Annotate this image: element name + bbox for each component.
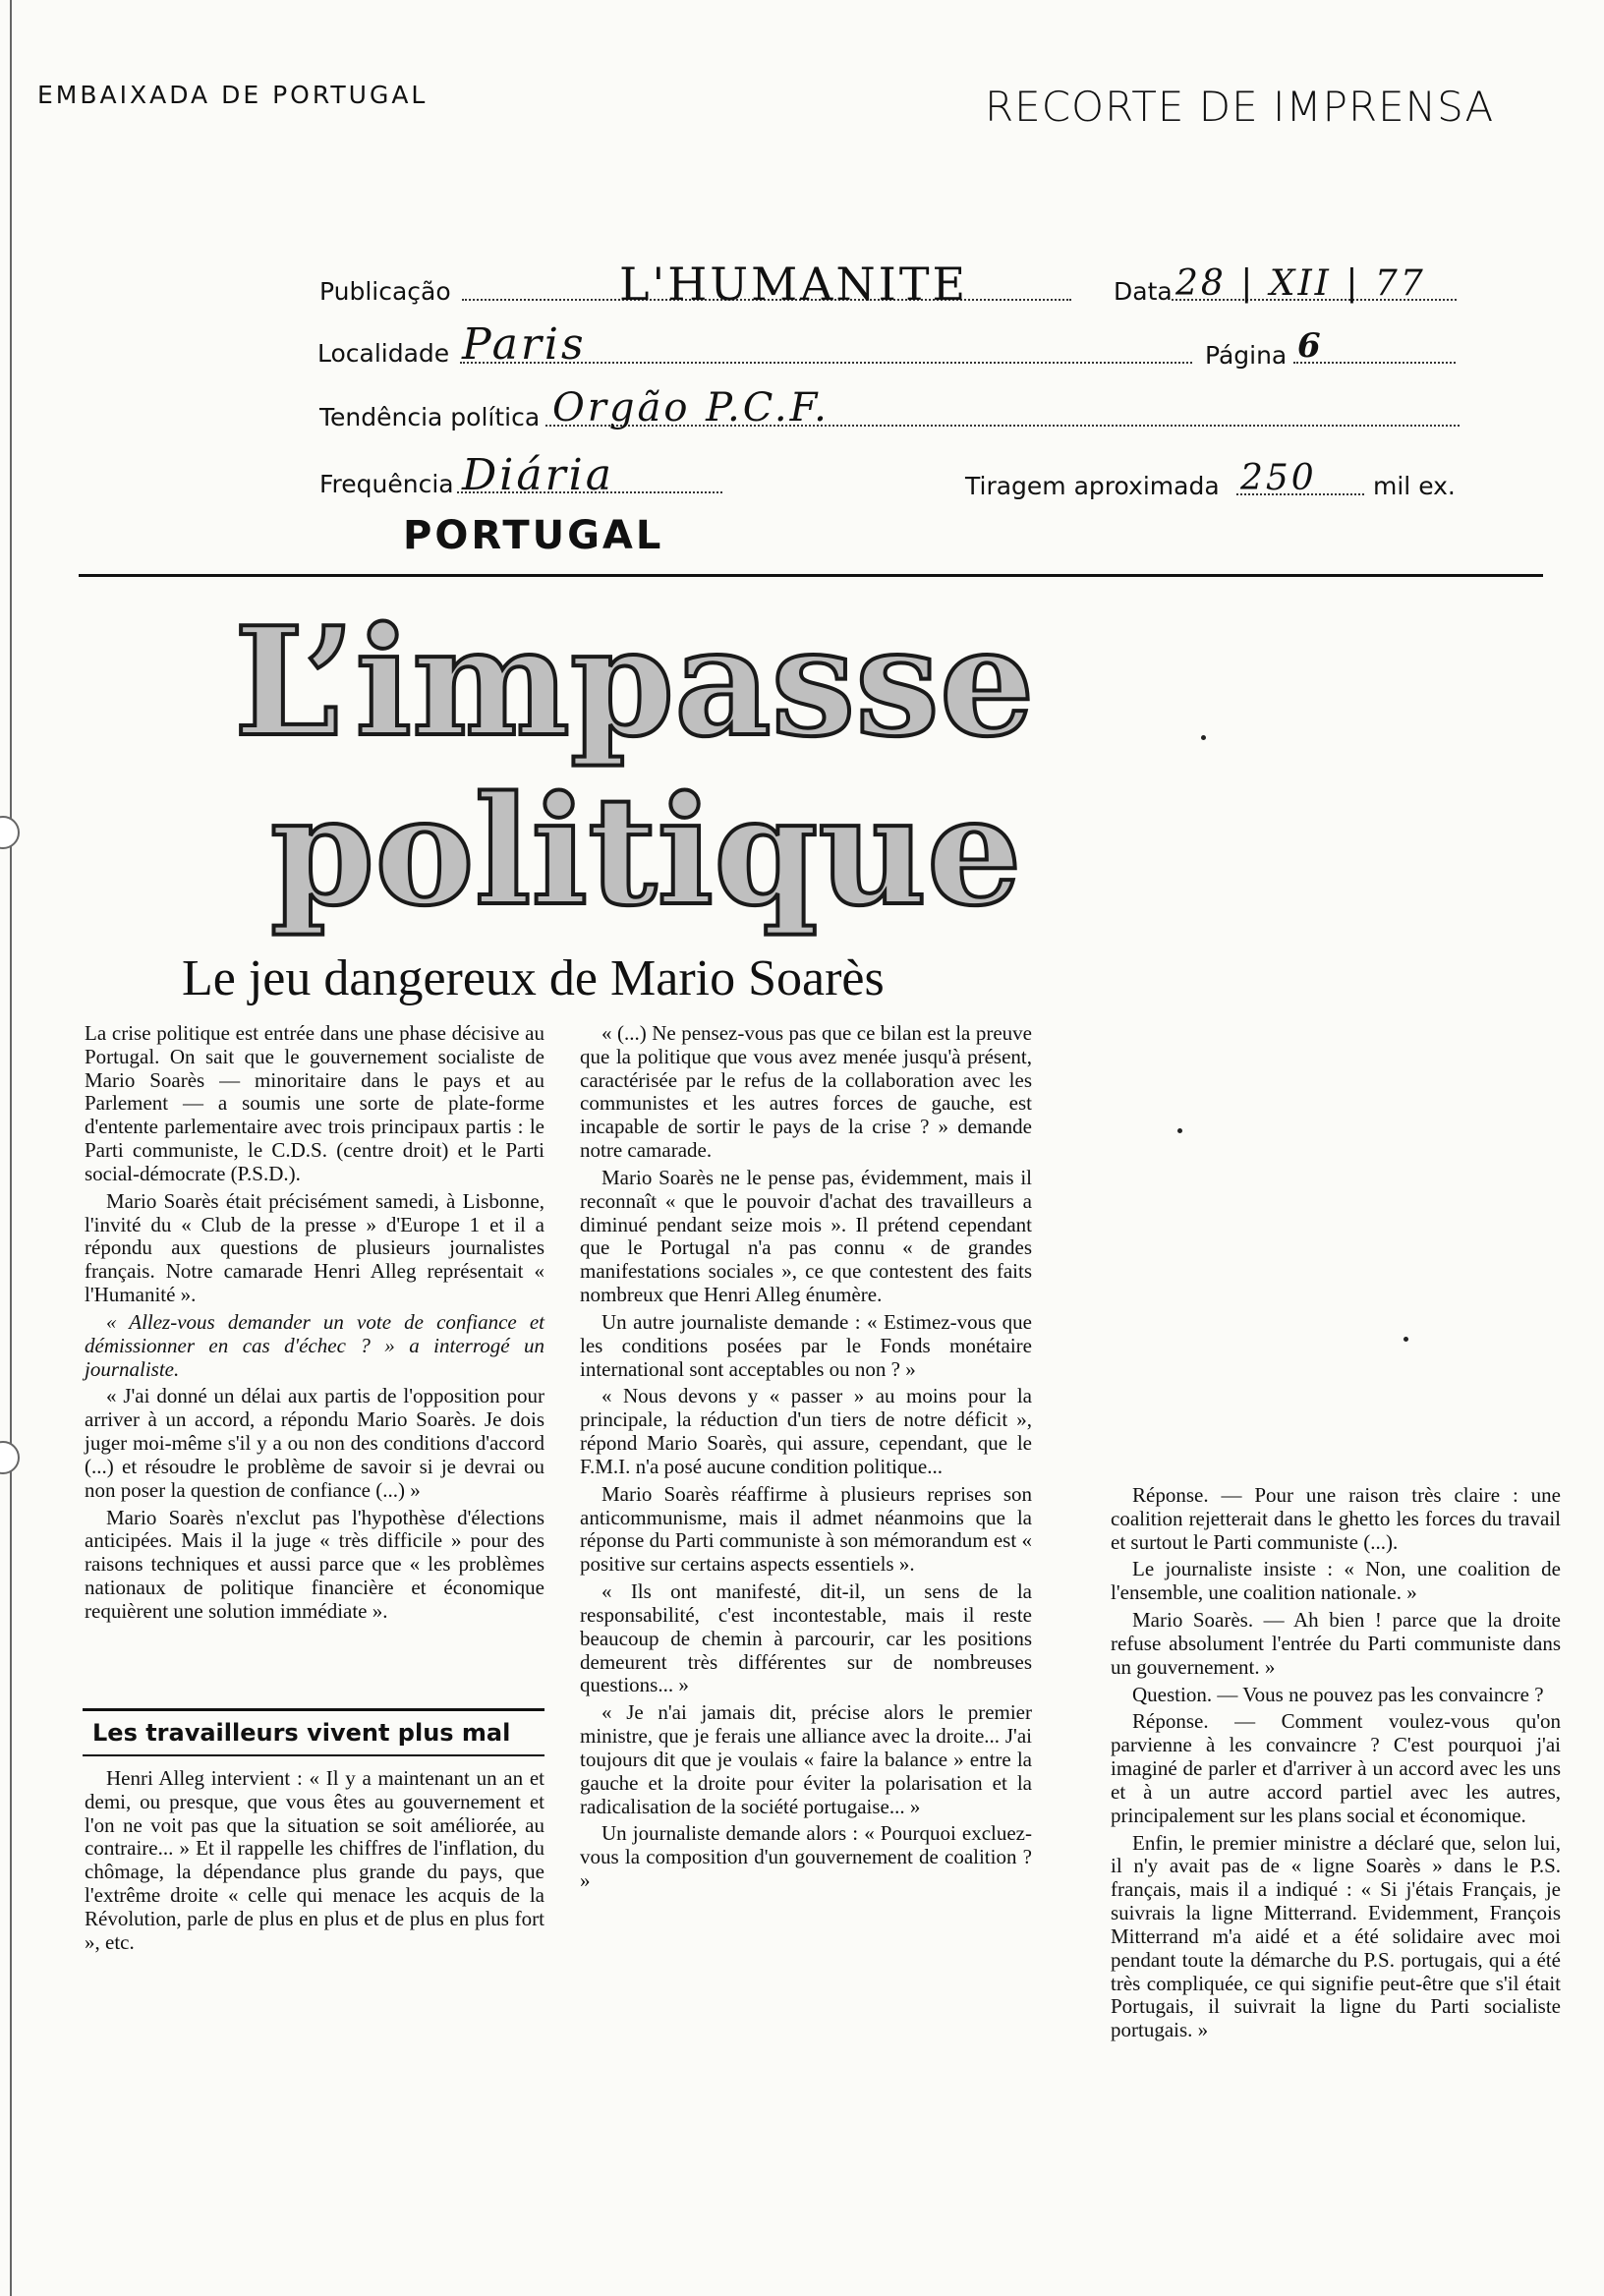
localidade-label: Localidade [317,339,450,368]
column-2 [580,1022,1032,1897]
paragraph: Henri Alleg intervient : « Il y a maintenant un an et demi, ou presque, que vous êtes au gouvernement et l'on ne voit pas que la situation se soit améliorée, au contraire... » Et il rappelle les chiffres de l'inflation, du chômage, la dépendance plus grande du pays, que l'extrême droite « celle qui menace les acquis de la Révolution, parle de plus en plus et de plus en plus fort », etc. [85,1766,544,1954]
scan-speck [1404,1337,1408,1342]
pagina-label: Página [1205,341,1288,370]
paragraph: Mario Soarès. — Ah bien ! parce que la droite refuse absolument l'entrée du Parti communiste dans un gouvernement. » [1111,1608,1561,1679]
publicacao-value: L'HUMANITE [619,258,969,311]
pagina-value: 6 [1297,326,1324,366]
scan-speck [1177,1128,1182,1133]
tiragem-label: Tiragem aproximada [965,472,1220,500]
paragraph: « Nous devons y « passer » au moins pour la principale, la réduction d'un tiers de notre déficit », répond Mario Soarès, qui assure, cependant, que le F.M.I. n'a posé aucune condition politique... [580,1384,1032,1478]
paragraph: Enfin, le premier ministre a déclaré que, selon lui, il n'y avait pas de « ligne Soarès » dans le P.S. français, mais il a indiqué : « Si j'étais Français, je suivrais la ligne Mitterrand. Evidemment, François Mitterrand m'a aidé et a été solidaire avec moi pendant toute la démarche du P.S. portugais, qui a été très compliquée, ce qui signifie peut-être que s'il était Portugais, il suivrait la ligne du Parti socialiste portugais. » [1111,1830,1561,2042]
paragraph: Réponse. — Comment voulez-vous qu'on parvienne à les convaincre ? C'est pourquoi j'ai imaginé de parler et d'arriver à un accord avec les uns et à un autre accord partiel avec les autres, principalement sur les plans social et économique. [1111,1709,1561,1827]
paragraph: « (...) Ne pensez-vous pas que ce bilan est la preuve que la politique que vous avez menée jusqu'à présent, caractérisée par le refus de la collaboration avec les communistes et les autres forces de gauche, est incapable de sortir le pays de la crise ? » demande notre camarade. [580,1021,1032,1163]
section-label: PORTUGAL [403,513,664,558]
column-3 [1111,1484,1561,2046]
clipping-header: RECORTE DE IMPRENSA [985,83,1495,131]
paragraph: Un journaliste demande alors : « Pourquoi excluez-vous la composition d'un gouvernement de coalition ? » [580,1821,1032,1892]
paragraph: Question. — Vous ne pouvez pas les convaincre ? [1132,1682,1544,1706]
subtitle: Le jeu dangereux de Mario Soarès [182,950,885,1006]
subhead-box: Les travailleurs vivent plus mal [83,1708,544,1756]
paragraph: Mario Soarès réaffirme à plusieurs reprises son anticommunisme, mais il admet néanmoins que la réponse du Parti communiste à son mémorandum est « positive sur certains aspects essentiels ». [580,1481,1032,1577]
paragraph: Mario Soarès n'exclut pas l'hypothèse d'élections anticipées. Mais il la juge « très difficile » pour des raisons techniques et aussi parce que « les problèmes nationaux de politique financière et économique requièrent une solution immédiate ». [85,1505,544,1623]
paragraph: Le journaliste insiste : « Non, une coalition de l'ensemble, une coalition nationale. » [1111,1557,1561,1605]
clipping-edge-line [10,0,12,2296]
headline-line1: L’impasse [234,594,1035,770]
data-value: 28 | XII | 77 [1175,263,1426,304]
paragraph: Mario Soarès était précisément samedi, à Lisbonne, l'invité du « Club de la presse » d'Europe 1 et il a répondu aux questions de plusieurs journalistes français. Notre camarade Henri Alleg représentait « l'Humanité ». [85,1188,544,1307]
punch-hole [0,816,20,849]
paragraph: « J'ai donné un délai aux partis de l'opposition pour arriver à un accord, a répondu Mario Soarès. Je dois juger moi-même s'il y a ou non des conditions d'accord (...) et résoudre le problème de savoir si je devrai ou non poser la question de confiance (...) » [85,1384,544,1502]
frequencia-value: Diária [462,450,614,500]
paragraph: « Allez-vous demander un vote de confiance et démissionner en cas d'échec ? » a interrogé un journaliste. [85,1309,544,1381]
tendencia-label: Tendência política [319,403,541,431]
paragraph: Mario Soarès ne le pense pas, évidemment, mais il reconnaît « que le pouvoir d'achat des travailleurs a diminué pendant seize mois ». Il prétend cependant que le Portugal n'a pas connu « de grandes manifestations sociales », ce que contestent des faits nombreux que Henri Alleg énumère. [580,1165,1032,1307]
tendencia-value: Orgão P.C.F. [552,385,830,430]
paragraph: Réponse. — Pour une raison très claire : une coalition rejetterait dans le ghetto les forces du travail et surtout le Parti communiste (...). [1111,1483,1561,1554]
frequencia-label: Frequência [319,470,454,498]
data-label: Data [1114,277,1173,306]
column-1-top [85,1022,544,1628]
embassy-header: EMBAIXADA DE PORTUGAL [37,81,429,109]
publicacao-label: Publicação [319,277,451,306]
paragraph: « Ils ont manifesté, dit-il, un sens de la responsabilité, c'est incontestable, mais il reste beaucoup de chemin à parcourir, car les positions demeurent très différentes sur de nombreuses questions... » [580,1579,1032,1697]
localidade-value: Paris [462,319,587,370]
paragraph: La crise politique est entrée dans une phase décisive au Portugal. On sait que le gouvernement socialiste de Mario Soarès — minoritaire dans le pays et au Parlement — a soumis une sorte de plate-forme d'entente parlementaire avec trois principaux partis : le Parti communiste, le C.D.S. (centre droit) et le Parti social-démocrate (P.S.D.). [85,1021,544,1185]
header-rule [79,574,1543,577]
column-1-bottom [85,1767,544,1959]
tiragem-unit: mil ex. [1373,472,1456,500]
punch-hole [0,1441,20,1474]
headline-line2: politique [270,763,1022,939]
scan-speck [1201,735,1206,740]
paragraph: Un autre journaliste demande : « Estimez-vous que les conditions posées par le Fonds monétaire international sont acceptables ou non ? » [580,1309,1032,1381]
paragraph: « Je n'ai jamais dit, précise alors le premier ministre, que je ferais une alliance avec la droite... J'ai toujours dit que je voulais « faire la balance » entre la gauche et la droite pour éviter la polarisation et la radicalisation de la société portugaise... » [580,1700,1032,1818]
tiragem-value: 250 [1240,458,1317,498]
